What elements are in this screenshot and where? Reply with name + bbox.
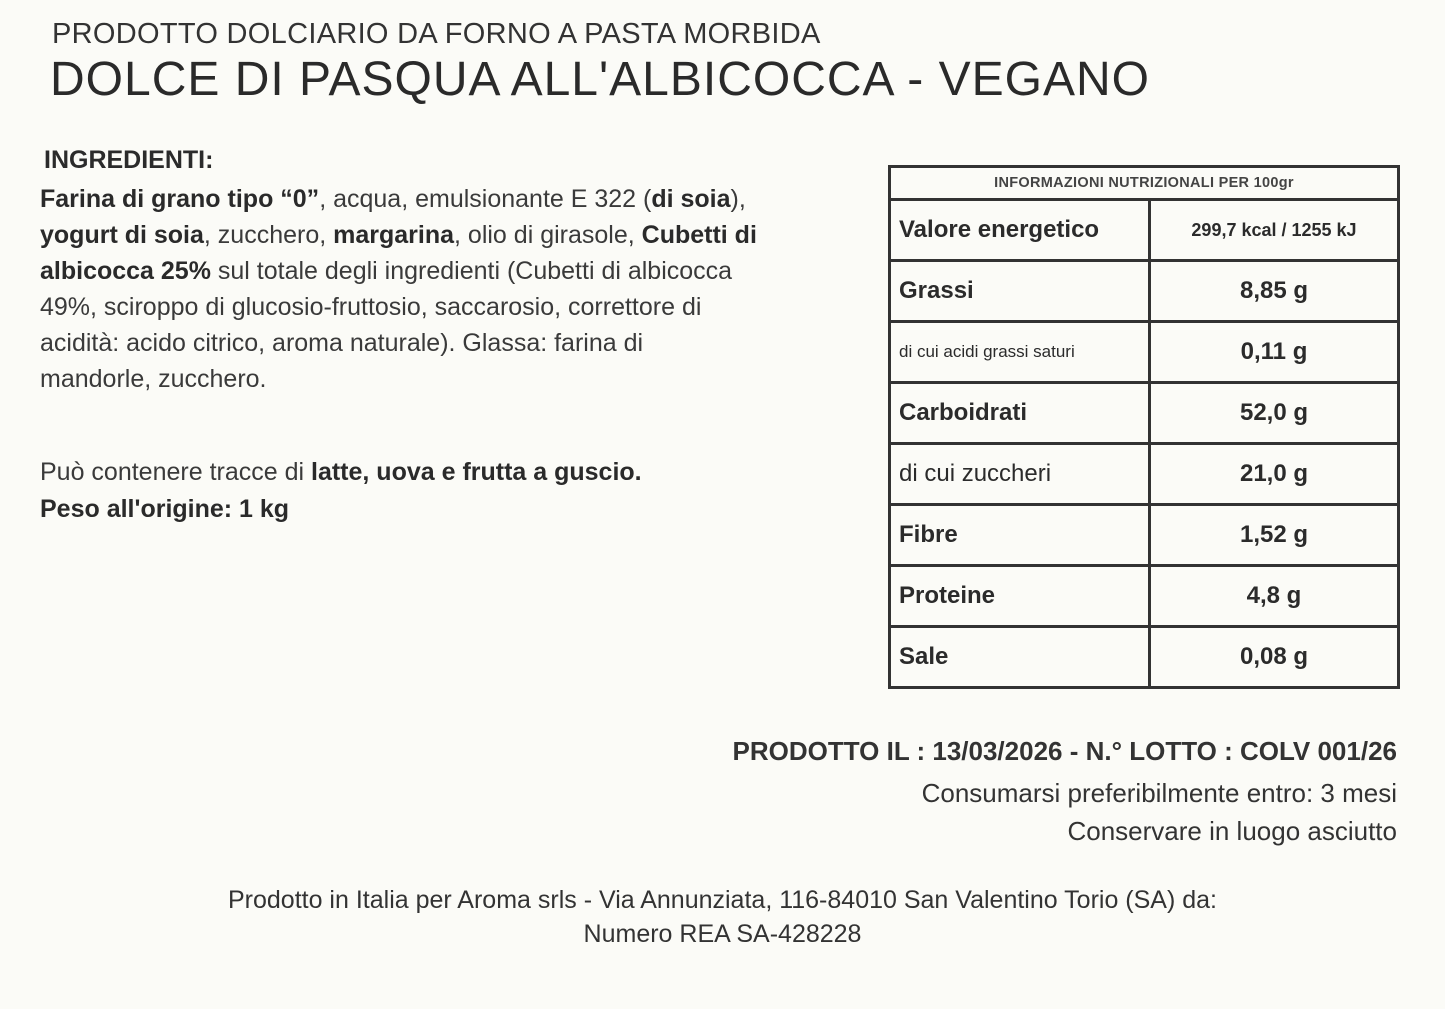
nutrient-value: 1,52 g xyxy=(1150,505,1399,566)
bold-text: Peso all'origine: 1 kg xyxy=(40,495,290,523)
bold-text: Farina di grano tipo “0” xyxy=(40,185,320,213)
product-category: PRODOTTO DOLCIARIO DA FORNO A PASTA MORBIDA xyxy=(52,18,821,50)
rea-number: Numero REA SA-428228 xyxy=(583,920,862,948)
ingredients-line xyxy=(40,221,757,250)
text: acidità: acido citrico, aroma naturale). Glassa: farina di xyxy=(40,329,644,357)
ingredients-heading: INGREDIENTI: xyxy=(44,146,214,174)
nutrition-row xyxy=(890,566,1399,627)
nutrition-table xyxy=(888,165,1400,689)
storage-instructions: Conservare in luogo asciutto xyxy=(1067,816,1397,846)
ingredients-line xyxy=(40,365,267,394)
nutrient-label: di cui zuccheri xyxy=(890,444,1150,505)
bold-text: Cubetti di xyxy=(641,221,757,249)
bold-text: di soia xyxy=(651,185,731,213)
nutrient-value: 8,85 g xyxy=(1150,261,1399,322)
production-lot: PRODOTTO IL : 13/03/2026 - N.° LOTTO : COLV 001/26 xyxy=(732,736,1397,766)
allergen-warning xyxy=(40,458,642,487)
net-weight xyxy=(40,495,289,524)
nutrition-row xyxy=(890,383,1399,444)
text: , acqua, emulsionante E 322 ( xyxy=(319,185,652,213)
nutrition-table-heading: INFORMAZIONI NUTRIZIONALI PER 100gr xyxy=(888,165,1400,198)
nutrition-row xyxy=(890,200,1399,261)
text: ), xyxy=(730,185,746,213)
producer-address: Prodotto in Italia per Aroma srls - Via Annunziata, 116-84010 San Valentino Torio (SA) da: xyxy=(227,886,1217,914)
nutrition-row xyxy=(890,444,1399,505)
nutrient-label: Sale xyxy=(890,627,1150,688)
nutrient-value: 21,0 g xyxy=(1150,444,1399,505)
ingredients-line xyxy=(40,257,732,286)
ingredients-line xyxy=(40,293,701,322)
nutrient-value: 0,11 g xyxy=(1150,322,1399,383)
bold-text: latte, uova e frutta a guscio. xyxy=(311,458,642,486)
nutrition-row xyxy=(890,261,1399,322)
text: , olio di girasole, xyxy=(454,221,642,249)
nutrition-row xyxy=(890,322,1399,383)
nutrient-value: 52,0 g xyxy=(1150,383,1399,444)
text: , zucchero, xyxy=(203,221,334,249)
text: Può contenere tracce di xyxy=(40,458,311,486)
nutrient-value: 299,7 kcal / 1255 kJ xyxy=(1150,200,1399,261)
nutrition-row xyxy=(890,627,1399,688)
text: mandorle, zucchero. xyxy=(40,365,267,393)
nutrient-value: 4,8 g xyxy=(1150,566,1399,627)
nutrient-value: 0,08 g xyxy=(1150,627,1399,688)
nutrient-label: Fibre xyxy=(890,505,1150,566)
bold-text: albicocca 25% xyxy=(40,257,211,285)
product-title: DOLCE DI PASQUA ALL'ALBICOCCA - VEGANO xyxy=(50,53,1150,106)
ingredients-line xyxy=(40,329,643,358)
nutrient-label: Valore energetico xyxy=(890,200,1150,261)
text: 49%, sciroppo di glucosio-fruttosio, saccarosio, correttore di xyxy=(40,293,702,321)
bold-text: margarina xyxy=(333,221,455,249)
bold-text: yogurt di soia xyxy=(40,221,204,249)
nutrient-label: di cui acidi grassi saturi xyxy=(890,322,1150,383)
nutrition-row xyxy=(890,505,1399,566)
best-before: Consumarsi preferibilmente entro: 3 mesi xyxy=(921,778,1397,808)
text: sul totale degli ingredienti (Cubetti di albicocca xyxy=(210,257,733,285)
nutrient-label: Carboidrati xyxy=(890,383,1150,444)
nutrient-label: Grassi xyxy=(890,261,1150,322)
ingredients-line xyxy=(40,185,746,214)
nutrient-label: Proteine xyxy=(890,566,1150,627)
